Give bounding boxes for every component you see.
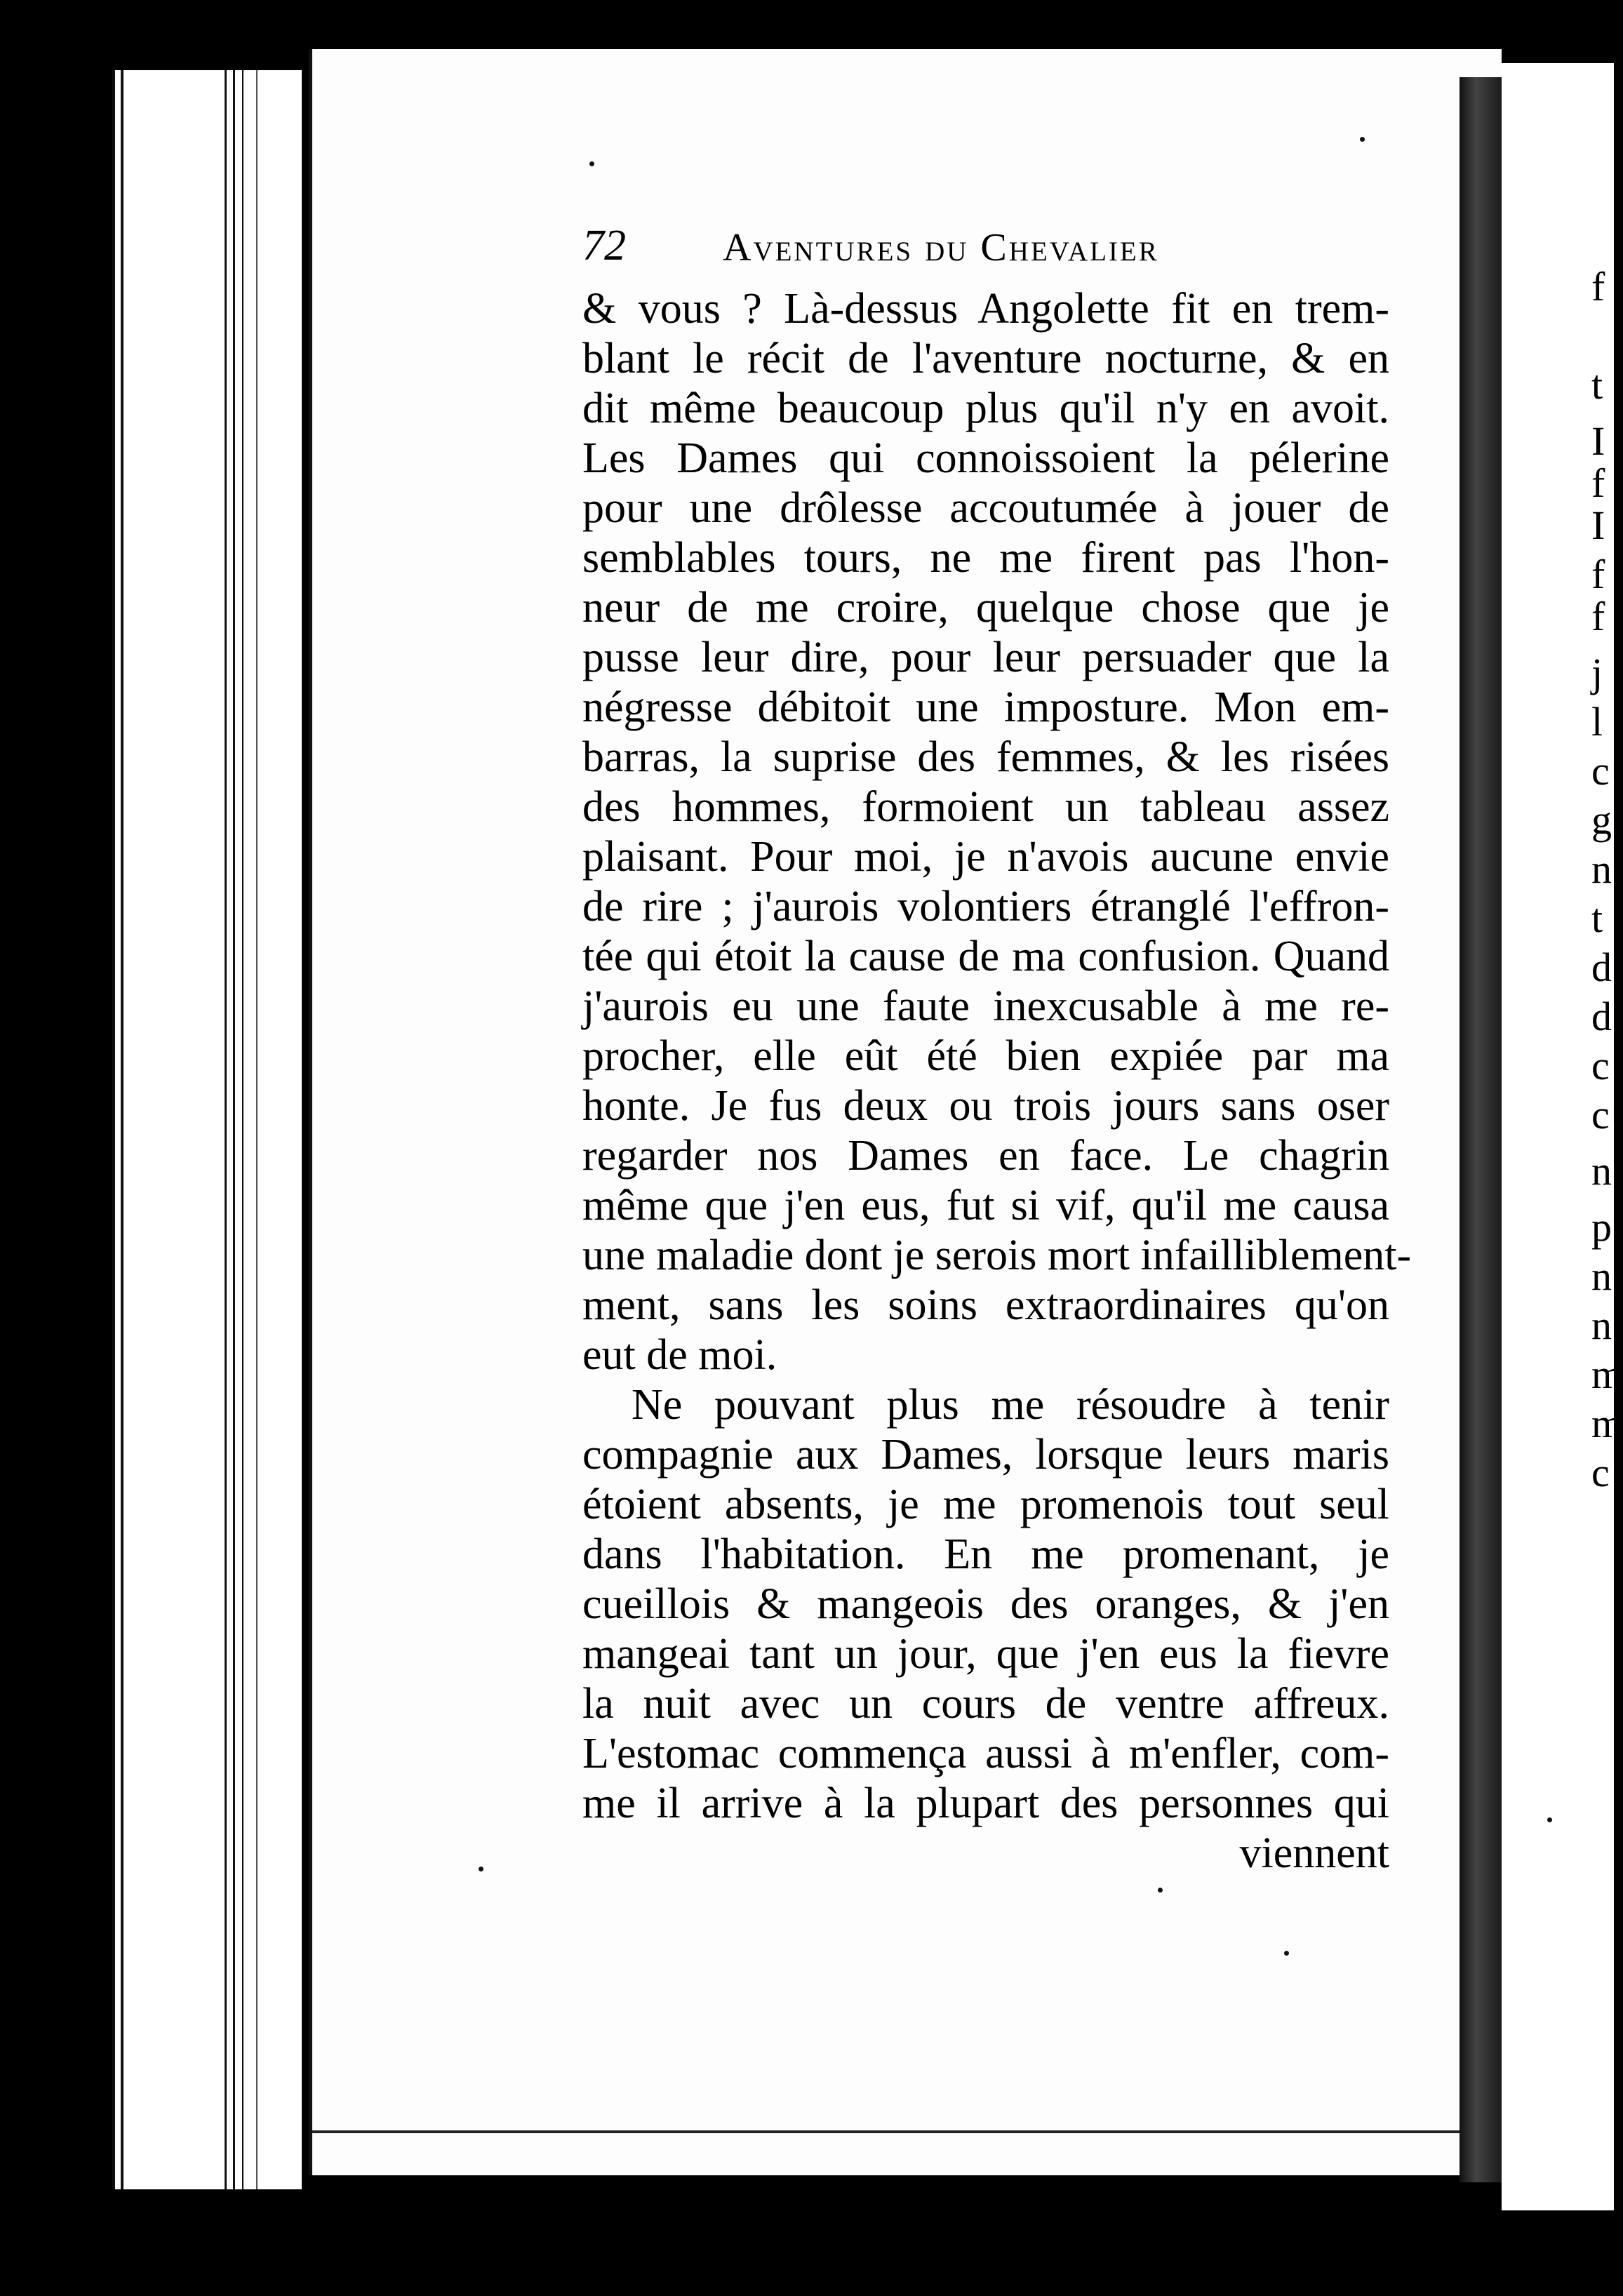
text-line: honte. Je fus deux ou trois jours sans oser xyxy=(582,1082,1389,1130)
text-line: dans l'habitation. En me promenant, je xyxy=(582,1530,1389,1578)
text-line: eut de moi. xyxy=(582,1331,777,1379)
facing-page-glyph: n xyxy=(1591,1148,1612,1194)
text-line: de rire ; j'aurois volontiers étranglé l'effron- xyxy=(582,883,1389,930)
text-line: plaisant. Pour moi, je n'avois aucune envie xyxy=(582,833,1389,881)
facing-page-glyph: m xyxy=(1591,1351,1623,1397)
paper-speck xyxy=(1360,137,1365,142)
facing-page-glyph: d xyxy=(1591,994,1612,1039)
facing-page-glyph: I xyxy=(1591,418,1605,464)
facing-page-glyph: p xyxy=(1591,1204,1612,1250)
text-line: L'estomac commença aussi à m'enfler, com- xyxy=(582,1730,1389,1777)
text-line: compagnie aux Dames, lorsque leurs maris xyxy=(582,1431,1389,1479)
page-bottom-edge xyxy=(312,2130,1463,2133)
facing-page-glyph: n xyxy=(1591,846,1612,892)
text-line: mangeai tant un jour, que j'en eus la fievre xyxy=(582,1630,1389,1678)
text-line: des hommes, formoient un tableau assez xyxy=(582,783,1389,831)
text-line: me il arrive à la plupart des personnes qui xyxy=(582,1780,1389,1827)
text-line: cueillois & mangeois des oranges, & j'en xyxy=(582,1580,1389,1628)
left-page-edges xyxy=(112,70,302,2189)
facing-page-glyph: f xyxy=(1591,264,1605,309)
text-line: barras, la suprise des femmes, & les risées xyxy=(582,733,1389,781)
paper-speck xyxy=(589,161,594,166)
text-line: Les Dames qui connoissoient la pélerine xyxy=(582,434,1389,482)
text-line: regarder nos Dames en face. Le chagrin xyxy=(582,1132,1389,1180)
text-line: j'aurois eu une faute inexcusable à me re- xyxy=(582,982,1389,1030)
text-line: ment, sans les soins extraordinaires qu'on xyxy=(582,1281,1389,1329)
facing-page-glyph: d xyxy=(1591,945,1612,990)
text-line: Ne pouvant plus me résoudre à tenir xyxy=(632,1381,1389,1429)
text-line: étoient absents, je me promenois tout seul xyxy=(582,1481,1389,1528)
running-title: Aventures du Chevalier xyxy=(723,226,1159,269)
paper-speck xyxy=(479,1867,483,1871)
text-line: la nuit avec un cours de ventre affreux. xyxy=(582,1680,1389,1728)
facing-page-glyph: l xyxy=(1591,699,1603,745)
facing-page-glyph: n xyxy=(1591,1302,1612,1348)
text-line: négresse débitoit une imposture. Mon em- xyxy=(582,683,1389,731)
facing-page-glyph: j xyxy=(1591,650,1603,695)
facing-page-glyph: f xyxy=(1591,594,1605,639)
paper-speck xyxy=(1547,1817,1552,1822)
text-line: pour une drôlesse accoutumée à jouer de xyxy=(582,484,1389,532)
facing-page-glyph: t xyxy=(1591,895,1603,941)
facing-page-glyph: m xyxy=(1591,1401,1623,1446)
text-line: semblables tours, ne me firent pas l'hon- xyxy=(582,534,1389,582)
facing-page-glyph: g xyxy=(1591,797,1612,843)
edge-line xyxy=(225,70,227,2189)
edge-line xyxy=(242,70,243,2189)
text-line: dit même beaucoup plus qu'il n'y en avoit. xyxy=(582,385,1389,432)
facing-page-glyph: I xyxy=(1591,502,1605,548)
edge-line xyxy=(256,70,258,2189)
running-header xyxy=(582,221,1256,277)
catchword: viennent xyxy=(1239,1829,1389,1877)
facing-page-glyph: c xyxy=(1591,1092,1610,1137)
facing-page-glyph: t xyxy=(1591,362,1603,408)
edge-line xyxy=(233,70,235,2189)
body-text xyxy=(582,284,1412,1878)
text-line: une maladie dont je serois mort infailliblement- xyxy=(582,1232,1412,1279)
edge-line xyxy=(112,70,115,2189)
text-line: même que j'en eus, fut si vif, qu'il me causa xyxy=(582,1182,1389,1229)
facing-page-glyph: c xyxy=(1591,1043,1610,1088)
facing-page-glyph: f xyxy=(1591,552,1605,597)
facing-page-glyph: n xyxy=(1591,1253,1612,1299)
page-number: 72 xyxy=(582,222,626,269)
page-gutter xyxy=(1460,77,1502,2182)
text-line: neur de me croire, quelque chose que je xyxy=(582,584,1389,632)
paper-speck xyxy=(1284,1951,1289,1956)
facing-page-glyph: c xyxy=(1591,748,1610,794)
text-line: tée qui étoit la cause de ma confusion. Quand xyxy=(582,933,1389,980)
text-line: & vous ? Là-dessus Angolette fit en trem- xyxy=(582,285,1389,333)
facing-page-glyph: f xyxy=(1591,460,1605,506)
text-line: pusse leur dire, pour leur persuader que la xyxy=(582,634,1389,681)
text-line: blant le récit de l'aventure nocturne, & en xyxy=(582,335,1389,382)
paper-speck xyxy=(1158,1888,1163,1893)
text-line: procher, elle eût été bien expiée par ma xyxy=(582,1032,1389,1080)
facing-page-glyph: c xyxy=(1591,1450,1610,1495)
edge-line xyxy=(121,70,123,2189)
